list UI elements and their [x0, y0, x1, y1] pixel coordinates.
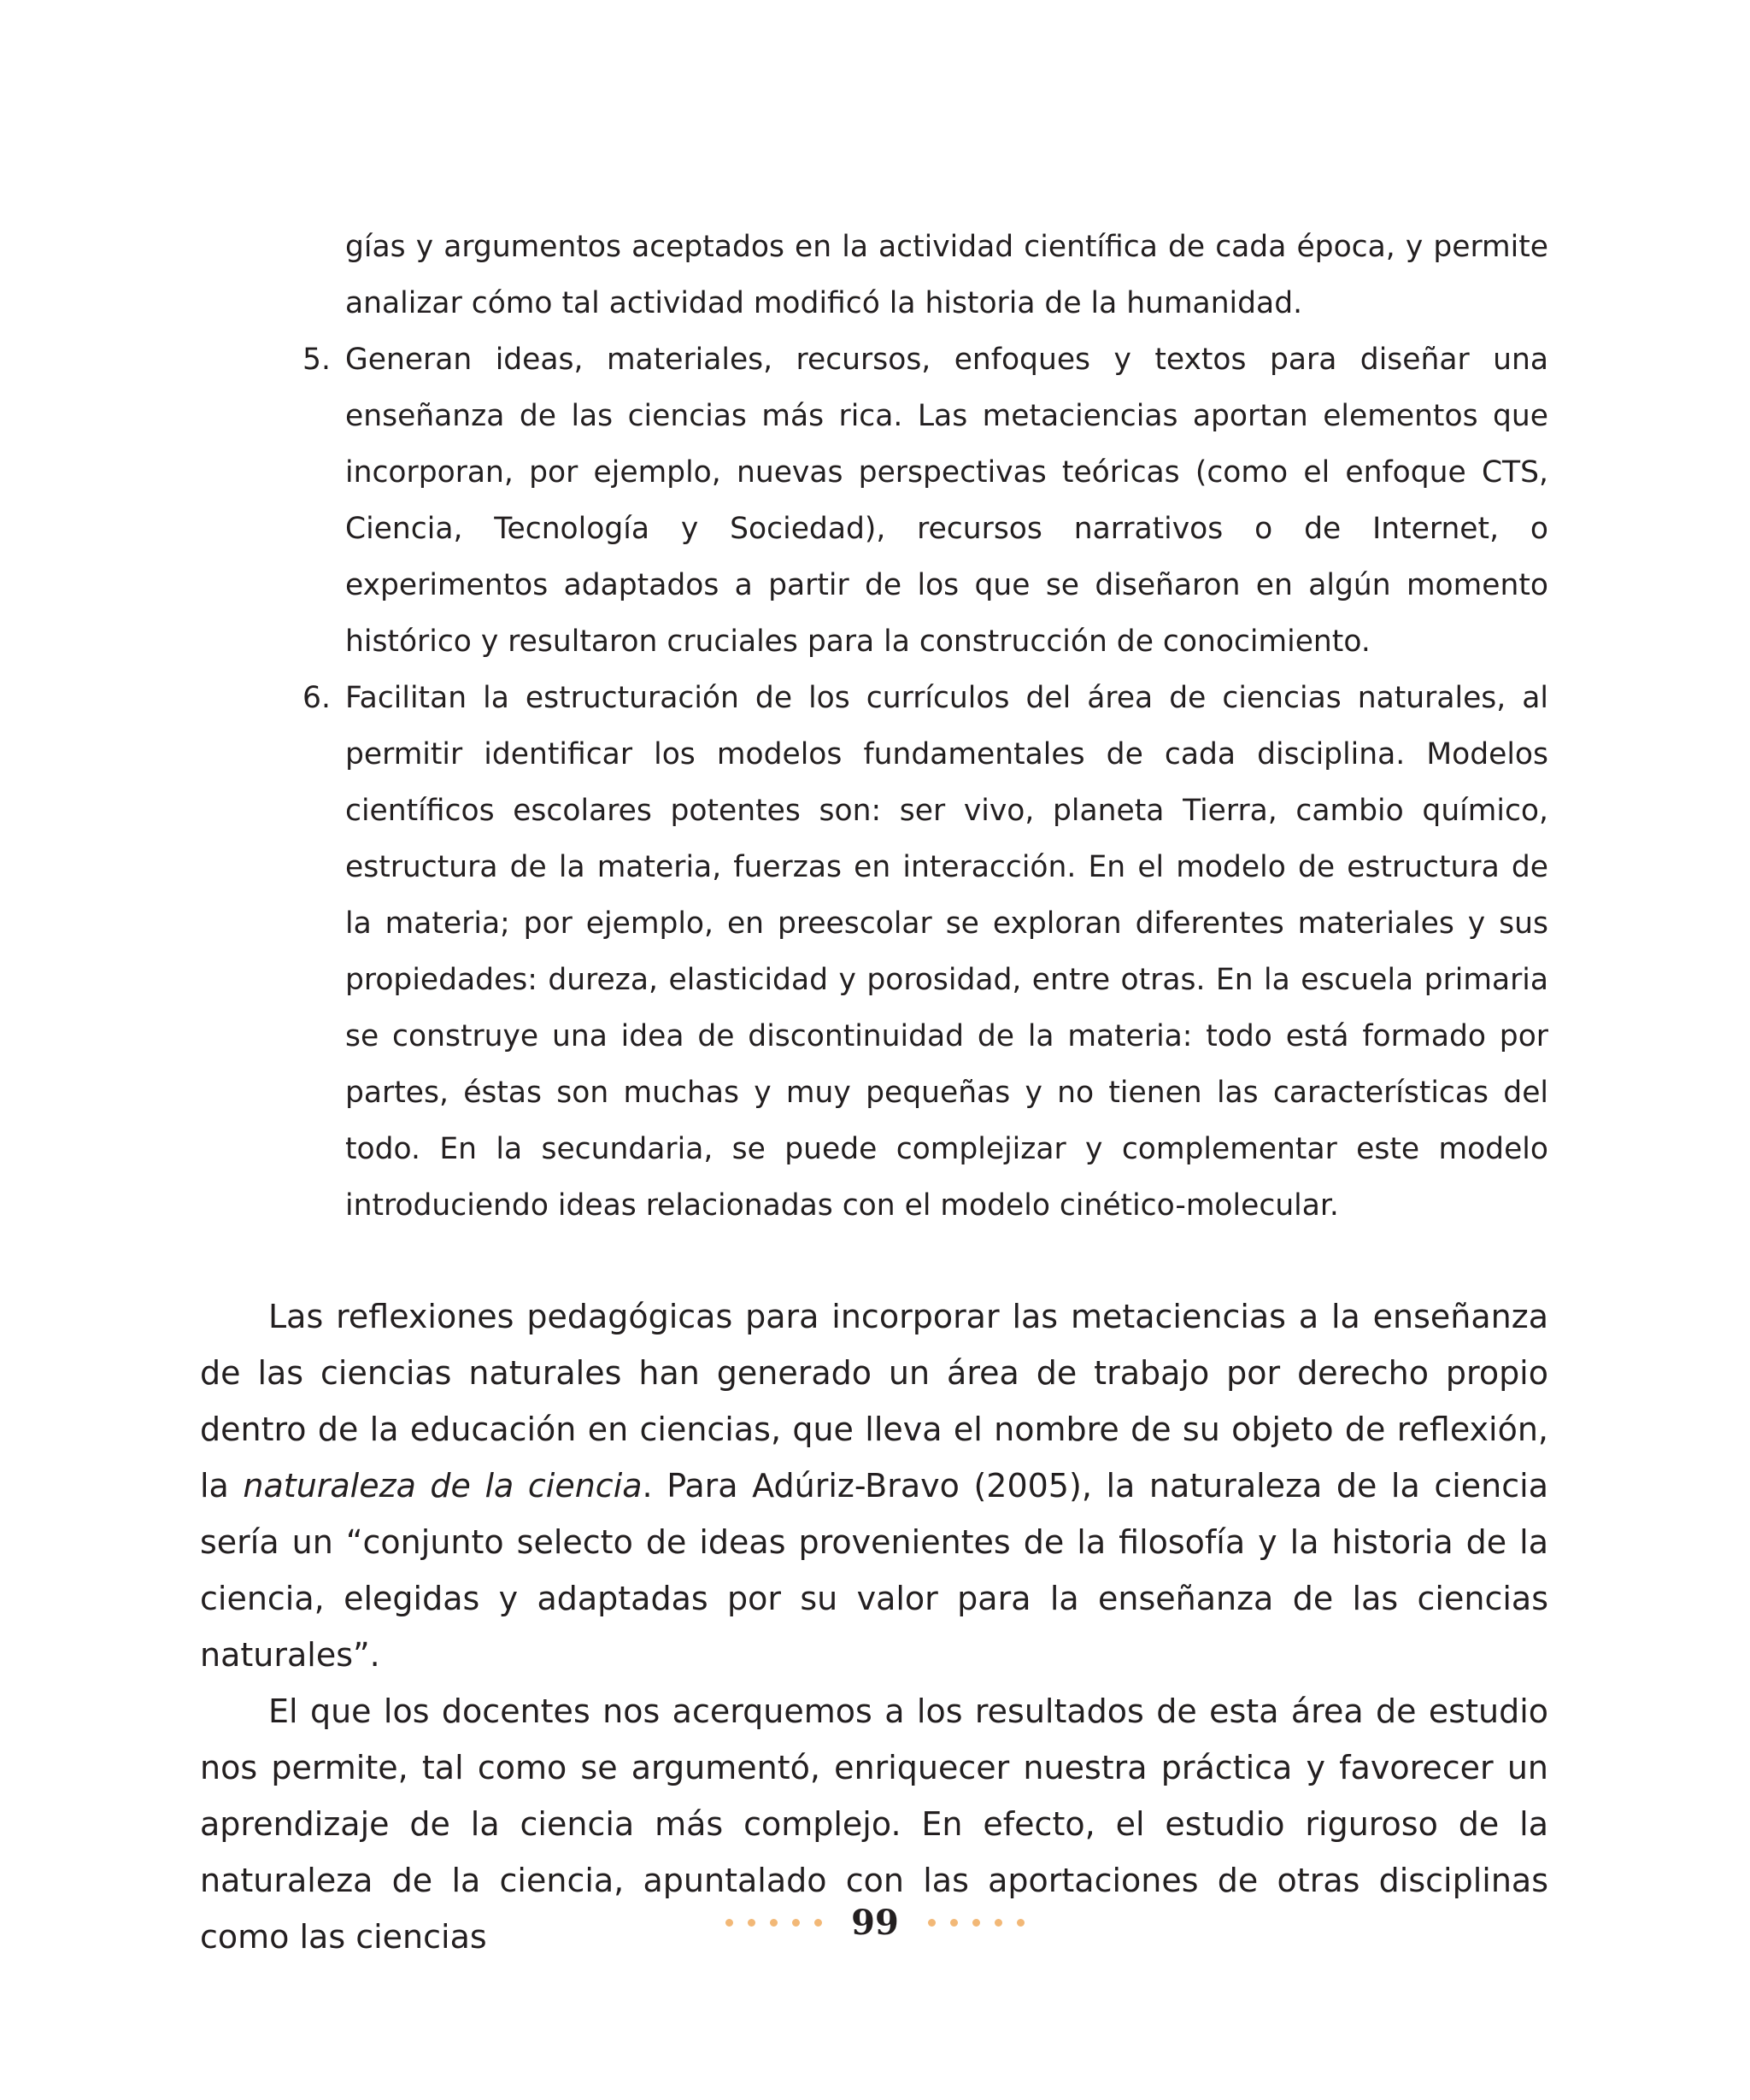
footer-dot	[792, 1919, 800, 1927]
italic-term: naturaleza de la ciencia	[243, 1467, 643, 1505]
footer-dot	[995, 1919, 1002, 1927]
body-paragraph	[200, 1288, 1548, 1683]
footer-dots-left	[725, 1919, 822, 1927]
page-footer	[0, 1892, 1750, 1952]
list-item-text: Generan ideas, materiales, recursos, enfoques y textos para diseñar una enseñanza de las ciencias más rica. Las metaciencias aportan elementos que incorporan, por ejemplo, nuevas perspectivas teóricas (como el enfoque CTS, Ciencia, Tecnología y Sociedad), recursos narrativos o de Internet, o experimentos adaptados a partir de los que se diseñaron en algún momento histórico y resultaron cruciales para la construcción de conocimiento.	[345, 343, 1548, 659]
footer-dots-right	[928, 1919, 1025, 1927]
footer-dot	[770, 1919, 778, 1927]
list-item-text: Facilitan la estructuración de los currículos del área de ciencias naturales, al permitir identificar los modelos fundamentales de cada disciplina. Modelos científicos escolares potentes son: ser vivo, planeta Tierra, cambio químico, estructura de la materia, fuerzas en interacción. En el modelo de estructura de la materia; por ejemplo, en preescolar se exploran diferentes materiales y sus propiedades: dureza, elasticidad y porosidad, entre otras. En la escuela primaria se construye una idea de discontinuidad de la materia: todo está formado por partes, éstas son muchas y muy pequeñas y no tienen las características del todo. En la secundaria, se puede complejizar y complementar este modelo introduciendo ideas relacionadas con el modelo cinético-molecular.	[345, 681, 1548, 1223]
paragraph-text: . Para Adúriz-Bravo (2005), la naturaleza de la ciencia sería un “conjunto selecto de ideas provenientes de la filosofía y la historia de la ciencia, elegidas y adaptadas por su valor para la enseñanza de las ciencias naturales”.	[200, 1467, 1548, 1674]
footer-dot	[814, 1919, 822, 1927]
footer-dot	[748, 1919, 755, 1927]
list-item-number: 6.	[302, 681, 331, 715]
list-continuation-text: gías y argumentos aceptados en la actividad científica de cada época, y permite analizar cómo tal actividad modificó la historia de la humanidad.	[345, 230, 1548, 320]
body-paragraph: El que los docentes nos acerquemos a los resultados de esta área de estudio nos permite, tal como se argumentó, enriquecer nuestra práctica y favorecer un aprendizaje de la ciencia más complejo. En efecto, el estudio riguroso de la naturaleza de la ciencia, apuntalado con las aportaciones de otras disciplinas como las ciencias	[200, 1692, 1548, 1956]
footer-dot	[1017, 1919, 1025, 1927]
footer-dot	[928, 1919, 936, 1927]
footer-dot	[972, 1919, 980, 1927]
page-number: 99	[851, 1902, 899, 1943]
body-text	[200, 1288, 1548, 1965]
footer-dot	[725, 1919, 733, 1927]
numbered-list	[302, 331, 1548, 1234]
list-item	[302, 670, 1548, 1234]
list-item-number: 5.	[302, 343, 331, 377]
paragraph-text: Las reflexiones pedagógicas para incorporar las metaciencias a la enseñanza de las ciencias naturales han generado un área de trabajo por derecho propio dentro de la educación en ciencias, que lleva el nombre de su objeto de reflexión, la	[200, 1298, 1548, 1505]
list-item	[302, 331, 1548, 670]
footer-dot	[950, 1919, 958, 1927]
